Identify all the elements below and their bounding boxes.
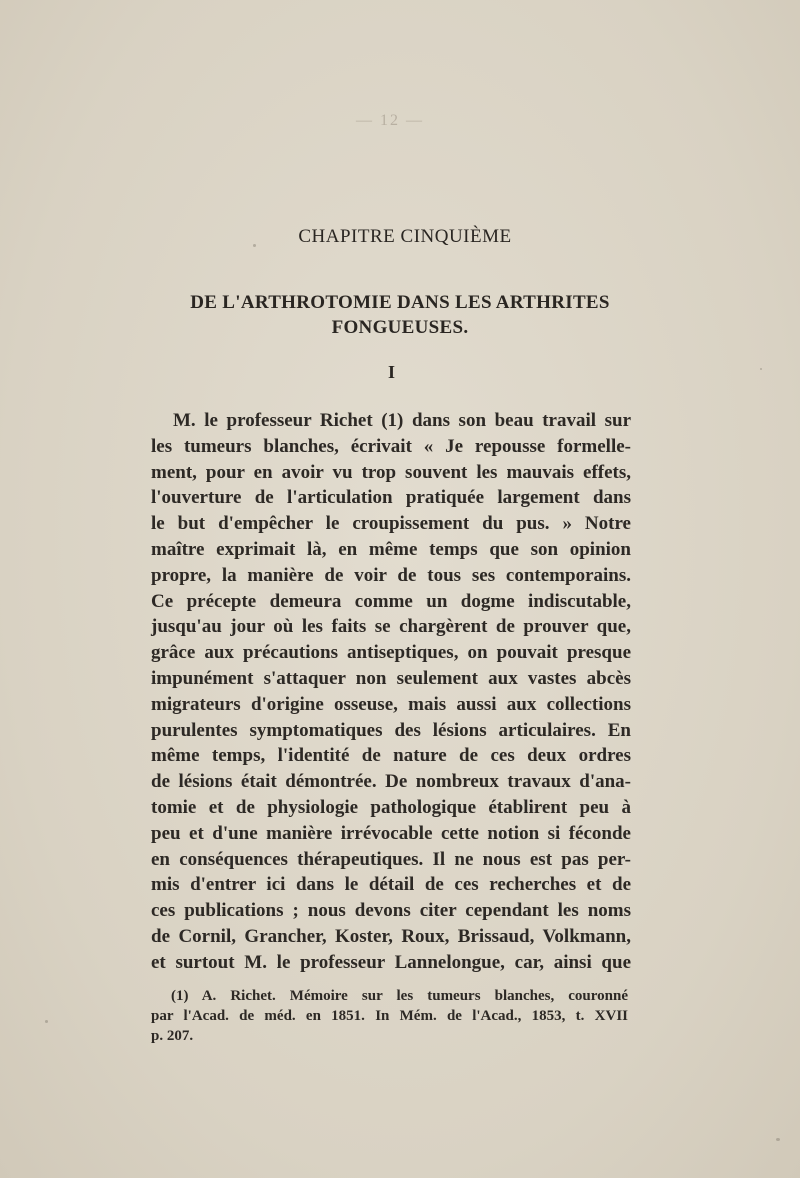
- section-title: [150, 290, 650, 340]
- page-number: — 12 —: [356, 112, 424, 129]
- footnote-line: par l'Acad. de méd. en 1851. In Mém. de l'Acad., 1853, t. XVII: [151, 1008, 628, 1024]
- chapter-title: CHAPITRE CINQUIÈME: [298, 226, 512, 247]
- text-line: les tumeurs blanches, écrivait « Je repousse formelle-: [151, 435, 631, 457]
- text-line: ment, pour en avoir vu trop souvent les mauvais effets,: [151, 461, 631, 483]
- text-line: purulentes symptomatiques des lésions articulaires. En: [151, 719, 631, 741]
- paper-speck: [760, 368, 762, 370]
- text-line: ces publications ; nous devons citer cependant les noms: [151, 900, 631, 922]
- text-line: mis d'entrer ici dans le détail de ces recherches et de: [151, 874, 631, 896]
- text-line: propre, la manière de voir de tous ses contemporains.: [151, 564, 631, 586]
- text-line: et surtout M. le professeur Lannelongue, car, ainsi que: [151, 951, 631, 973]
- text-line: tomie et de physiologie pathologique établirent peu à: [151, 796, 631, 818]
- text-line: même temps, l'identité de nature de ces deux ordres: [151, 745, 631, 767]
- text-line: Ce précepte demeura comme un dogme indiscutable,: [151, 590, 631, 612]
- section-title-line-2: FONGUEUSES.: [331, 317, 469, 338]
- text-line: jusqu'au jour où les faits se chargèrent de prouver que,: [151, 616, 631, 638]
- text-line: l'ouverture de l'articulation pratiquée largement dans: [151, 487, 631, 509]
- paper-speck: [253, 244, 256, 247]
- paper-speck: [776, 1138, 780, 1141]
- section-title-line-1: DE L'ARTHROTOMIE DANS LES ARTHRITES: [190, 292, 610, 313]
- text-line: grâce aux précautions antiseptiques, on pouvait presque: [151, 642, 631, 664]
- footnote-line: p. 207.: [151, 1028, 194, 1044]
- paper-speck: [45, 1020, 48, 1023]
- footnote: [151, 986, 628, 1046]
- section-number: I: [388, 362, 396, 382]
- body-paragraph: [151, 408, 631, 976]
- text-line: maître exprimait là, en même temps que son opinion: [151, 538, 631, 560]
- text-line: le but d'empêcher le croupissement du pus. » Notre: [151, 513, 631, 535]
- text-line: peu et d'une manière irrévocable cette notion si féconde: [151, 822, 631, 844]
- footnote-line: (1) A. Richet. Mémoire sur les tumeurs blanches, couronné: [171, 988, 628, 1004]
- text-line: migrateurs d'origine osseuse, mais aussi aux collections: [151, 693, 631, 715]
- text-line: de Cornil, Grancher, Koster, Roux, Brissaud, Volkmann,: [151, 925, 631, 947]
- text-line: de lésions était démontrée. De nombreux travaux d'ana-: [151, 771, 631, 793]
- text-line: en conséquences thérapeutiques. Il ne nous est pas per-: [151, 848, 631, 870]
- text-line: M. le professeur Richet (1) dans son beau travail sur: [173, 410, 631, 431]
- text-line: impunément s'attaquer non seulement aux vastes abcès: [151, 667, 631, 689]
